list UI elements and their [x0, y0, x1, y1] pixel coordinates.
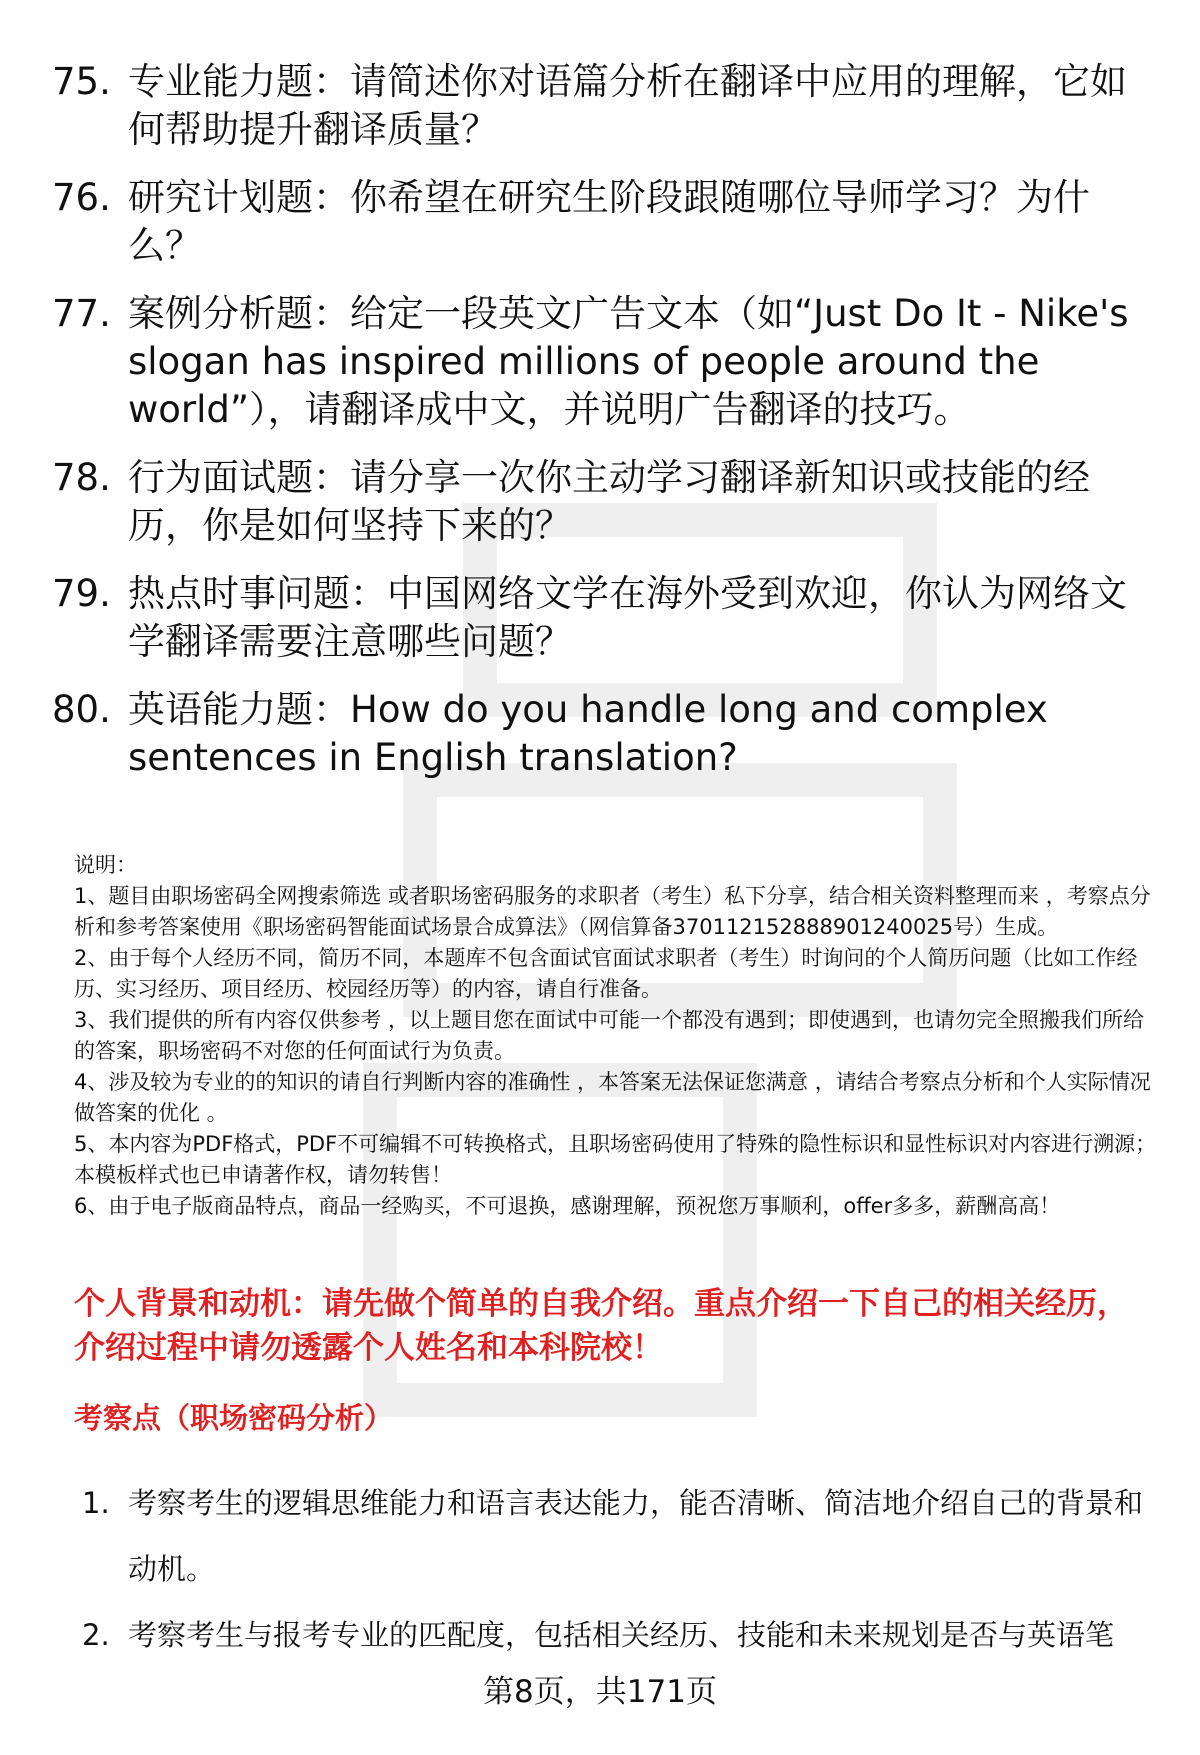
note-item: 4、涉及较为专业的的知识的请自行判断内容的准确性 ，本答案无法保证您满意 ，请结合考察点分析和个人实际情况做答案的优化 。: [74, 1070, 1151, 1125]
point-number: 1.: [82, 1486, 110, 1520]
note-item: 1、题目由职场密码全网搜索筛选 或者职场密码服务的求职者（考生）私下分享，结合相关资料整理而来 ，考察点分析和参考答案使用《职场密码智能面试场景合成算法》（网信算备370112152888901240025号）生成。: [74, 884, 1151, 939]
question-text: 专业能力题：请简述你对语篇分析在翻译中应用的理解，它如何帮助提升翻译质量？: [128, 60, 1127, 151]
question-item: [52, 58, 1152, 154]
question-number: 77.: [52, 292, 111, 335]
question-number: 76.: [52, 176, 111, 219]
section-title: 考察点（职场密码分析）: [74, 1401, 394, 1435]
page-footer: 第8页，共171页: [483, 1674, 717, 1710]
question-text: 研究计划题：你希望在研究生阶段跟随哪位导师学习？为什么？: [128, 176, 1090, 267]
question-text: 热点时事问题：中国网络文学在海外受到欢迎，你认为网络文学翻译需要注意哪些问题？: [128, 572, 1127, 663]
question-item: [52, 290, 1152, 434]
note-item: 2、由于每个人经历不同，简历不同，本题库不包含面试官面试求职者（考生）时询问的个人简历问题（比如工作经历、实习经历、项目经历、校园经历等）的内容，请自行准备。: [74, 946, 1138, 1001]
background-question: 个人背景和动机：请先做个简单的自我介绍。重点介绍一下自己的相关经历，介绍过程中请勿透露个人姓名和本科院校！: [74, 1286, 1128, 1366]
question-list: [52, 58, 1152, 802]
notes-section: [74, 850, 1164, 1222]
point-text: 考察考生的逻辑思维能力和语言表达能力，能否清晰、简洁地介绍自己的背景和动机。: [128, 1486, 1144, 1586]
question-text: 案例分析题：给定一段英文广告文本（如“Just Do It - Nike's slogan has inspired millions of people around the world”），请翻译成中文，并说明广告翻译的技巧。: [128, 292, 1129, 431]
question-item: [52, 570, 1152, 666]
notes-title: 说明：: [74, 853, 137, 877]
question-item: [52, 454, 1152, 550]
question-number: 75.: [52, 60, 111, 103]
question-number: 80.: [52, 688, 111, 731]
point-number: 2.: [82, 1618, 110, 1652]
note-item: 5、本内容为PDF格式，PDF不可编辑不可转换格式，且职场密码使用了特殊的隐性标识和显性标识对内容进行溯源；本模板样式也已申请著作权，请勿转售！: [74, 1132, 1157, 1187]
note-item: 3、我们提供的所有内容仅供参考 ，以上题目您在面试中可能一个都没有遇到；即使遇到，也请勿完全照搬我们所给的答案，职场密码不对您的任何面试行为负责。: [74, 1008, 1145, 1063]
analysis-points: [82, 1470, 1162, 1668]
question-item: [52, 174, 1152, 270]
question-text: 行为面试题：请分享一次你主动学习翻译新知识或技能的经历，你是如何坚持下来的？: [128, 456, 1090, 547]
point-text: 考察考生与报考专业的匹配度，包括相关经历、技能和未来规划是否与英语笔: [128, 1618, 1115, 1652]
note-item: 6、由于电子版商品特点，商品一经购买，不可退换，感谢理解，预祝您万事顺利，offer多多，薪酬高高！: [74, 1194, 1061, 1218]
question-number: 79.: [52, 572, 111, 615]
question-number: 78.: [52, 456, 111, 499]
question-item: [52, 686, 1152, 782]
analysis-point: [82, 1470, 1162, 1602]
analysis-point: [82, 1602, 1162, 1668]
question-text: 英语能力题：How do you handle long and complex sentences in English translation?: [128, 688, 1048, 779]
